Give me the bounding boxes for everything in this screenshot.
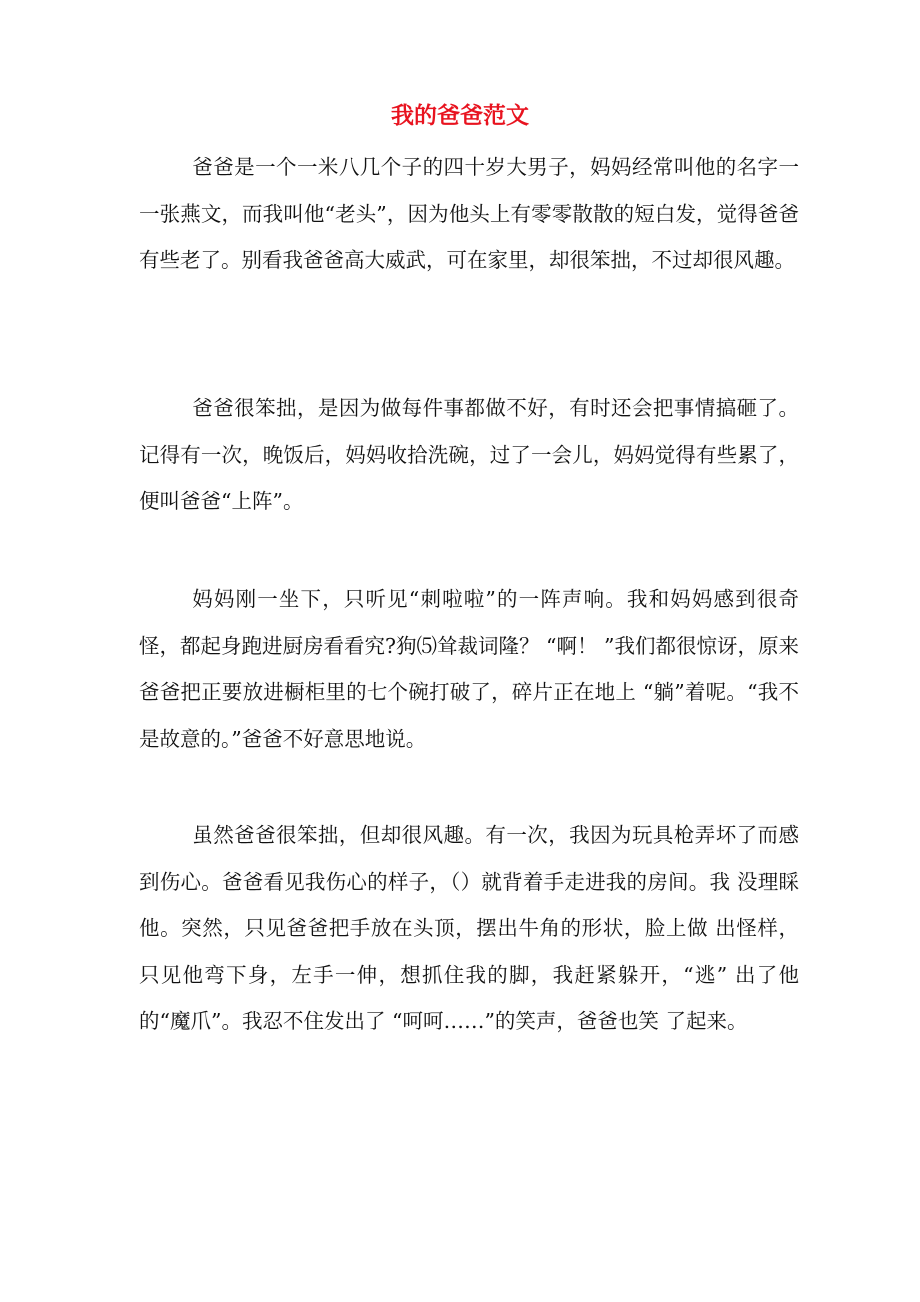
paragraph-1: 爸爸是一个一米八几个子的四十岁大男子，妈妈经常叫他的名字一一张燕文，而我叫他“老头”，因为他头上有零零散散的短白发，觉得爸爸有些老了。别看我爸爸高大威武，可在家里，却很笨拙，不过却很风趣。 [139,155,799,272]
document-title: 我的爸爸范文 [391,102,529,129]
paragraph-4: 虽然爸爸很笨拙，但却很风趣。有一次，我因为玩具枪弄坏了而感到伤心。爸爸看见我伤心的样子，（）就背着手走进我的房间。我 没理睬他。突然，只见爸爸把手放在头顶，摆出牛角的形状，脸上做 出怪样，只见他弯下身，左手一伸，想抓住我的脚，我赶紧躲开，“逃” 出了他的“魔爪”。我忍不住发出了 “呵呵……”的笑声，爸爸也笑 了起来。 [139,823,799,1033]
paragraph-2: 爸爸很笨拙，是因为做每件事都做不好，有时还会把事情搞砸了。记得有一次，晚饭后，妈妈收拾洗碗，过了一会儿，妈妈觉得有些累了，便叫爸爸“上阵”。 [139,396,799,513]
paragraph-3: 妈妈刚一坐下，只听见“刺啦啦”的一阵声响。我和妈妈感到很奇怪，都起身跑进厨房看看究?狗⑸耸裁词隆？ “啊！ ”我们都很惊讶，原来爸爸把正要放进橱柜里的七个碗打破了，碎片正在地上 “躺”着呢。“我不是故意的。”爸爸不好意思地说。 [139,587,799,751]
